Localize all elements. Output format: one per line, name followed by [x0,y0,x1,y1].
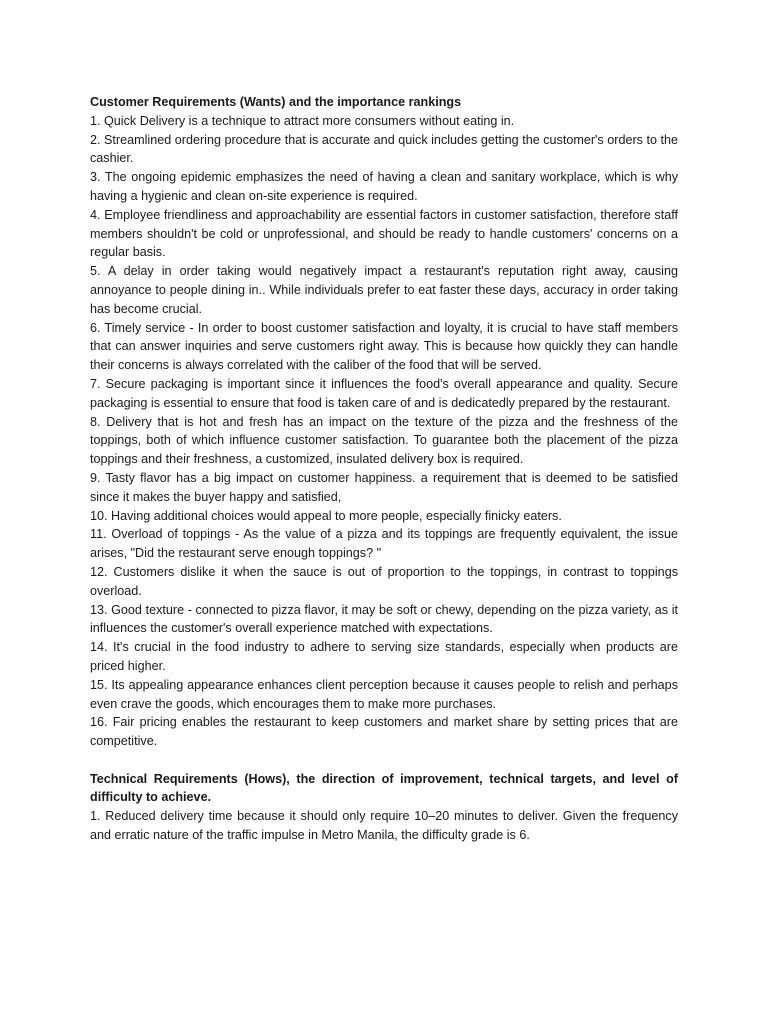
requirement-item: 11. Overload of toppings - As the value of a pizza and its toppings are frequently equivalent, the issue arises, "Did the restaurant serve enough toppings? " [90,527,678,561]
requirement-item: 4. Employee friendliness and approachability are essential factors in customer satisfaction, therefore staff members shouldn't be cold or unprofessional, and should be ready to handle customers' concerns on a regular basis. [90,207,678,260]
customer-requirements-list [90,112,678,751]
requirement-item: 14. It's crucial in the food industry to adhere to serving size standards, especially when products are priced higher. [90,640,678,673]
section-heading-customer-requirements: Customer Requirements (Wants) and the importance rankings [90,95,462,109]
requirement-item: 15. Its appealing appearance enhances client perception because it causes people to relish and perhaps even crave the goods, which encourages them to make more purchases. [90,677,678,711]
technical-requirements-list [90,807,678,845]
requirement-item: 9. Tasty flavor has a big impact on customer happiness. a requirement that is deemed to be satisfied since it makes the buyer happy and satisfied, [90,470,678,504]
requirement-item: 2. Streamlined ordering procedure that is accurate and quick includes getting the customer's orders to the cashier. [90,132,678,166]
document-page [90,93,678,845]
requirement-item: 1. Reduced delivery time because it should only require 10–20 minutes to deliver. Given the frequency and erratic nature of the traffic impulse in Metro Manila, the difficulty grade is 6. [90,809,678,843]
section-heading-technical-requirements: Technical Requirements (Hows), the direction of improvement, technical targets, and level of difficulty to achieve. [90,771,678,805]
customer-requirements-section [90,93,678,751]
requirement-item: 8. Delivery that is hot and fresh has an impact on the texture of the pizza and the freshness of the toppings, both of which influence customer satisfaction. To guarantee both the placement of the pizza toppings and their freshness, a customized, insulated delivery box is required. [90,414,678,467]
requirement-item: 13. Good texture - connected to pizza flavor, it may be soft or chewy, depending on the pizza variety, as it influences the customer's overall experience matched with expectations. [90,602,678,636]
requirement-item: 3. The ongoing epidemic emphasizes the need of having a clean and sanitary workplace, which is why having a hygienic and clean on-site experience is required. [90,170,678,203]
requirement-item: 16. Fair pricing enables the restaurant to keep customers and market share by setting prices that are competitive. [90,715,678,749]
technical-requirements-section [90,770,678,845]
requirement-item: 6. Timely service - In order to boost customer satisfaction and loyalty, it is crucial to have staff members that can answer inquiries and serve customers right away. This is because how quickly they can handle their concerns is always correlated with the caliber of the food that will be served. [90,320,678,373]
requirement-item: 12. Customers dislike it when the sauce is out of proportion to the toppings, in contrast to toppings overload. [90,564,678,598]
requirement-item: 5. A delay in order taking would negatively impact a restaurant's reputation right away, causing annoyance to people dining in.. While individuals prefer to eat faster these days, accuracy in order taking has become crucial. [90,264,678,316]
requirement-item: 10. Having additional choices would appeal to more people, especially finicky eaters. [90,508,562,523]
requirement-item: 7. Secure packaging is important since it influences the food's overall appearance and quality. Secure packaging is essential to ensure that food is taken care of and is dedicatedly prepared by the restaurant. [90,376,678,410]
requirement-item: 1. Quick Delivery is a technique to attract more consumers without eating in. [90,113,515,128]
